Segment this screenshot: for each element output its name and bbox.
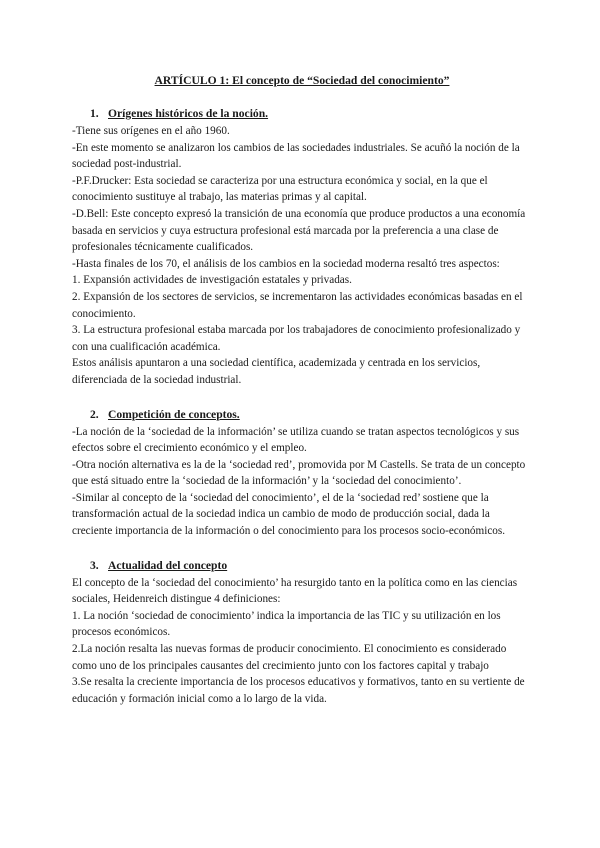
section-number: 3. <box>90 558 99 572</box>
section-number: 1. <box>90 107 99 120</box>
paragraph: Estos análisis apuntaron a una sociedad científica, academizada y centrada en los servicios, diferenciada de la sociedad industrial. <box>72 357 481 386</box>
paragraph: -En este momento se analizaron los cambios de las sociedades industriales. Se acuñó la noción de la sociedad post-industrial. <box>72 141 520 171</box>
section-current <box>72 559 532 708</box>
list-item: 2.La noción resalta las nuevas formas de producir conocimiento. El conocimiento es considerado como uno de los principales causantes del crecimiento junto con los factores capital y trabajo <box>72 643 507 672</box>
paragraph: -Similar al concepto de la ‘sociedad del conocimiento’, el de la ‘sociedad red’ sostiene que la transformación actual de la sociedad indica un cambio de modo de producción social, dada la creciente importancia de la información o del conocimiento para los procesos socio-económicos. <box>72 491 506 538</box>
paragraph: -Hasta finales de los 70, el análisis de los cambios en la sociedad moderna resaltó tres aspectos: <box>72 257 500 270</box>
section-competition <box>72 408 532 540</box>
section-heading <box>90 559 532 573</box>
section-number: 2. <box>90 407 99 421</box>
list-item: 1. La noción ‘sociedad de conocimiento’ indica la importancia de las TIC y su utilización en los procesos económicos. <box>72 609 501 639</box>
list-item: 3.Se resalta la creciente importancia de los procesos educativos y formativos, tanto en su vertiente de educación y formación inicial como a lo largo de la vida. <box>72 676 525 705</box>
section-origins <box>72 107 532 389</box>
list-item: 1. Expansión actividades de investigación estatales y privadas. <box>72 274 352 287</box>
section-title: Actualidad del concepto <box>108 558 228 572</box>
paragraph: El concepto de la ‘sociedad del conocimiento’ ha resurgido tanto en la política como en las ciencias sociales, Heidenreich distingue 4 definiciones: <box>72 576 518 606</box>
article-title: ARTÍCULO 1: El concepto de “Sociedad del conocimiento” <box>154 74 450 87</box>
paragraph: -Otra noción alternativa es la de la ‘sociedad red’, promovida por M Castells. Se trata de un concepto que está situado entre la ‘sociedad de la información’ y la ‘sociedad del conocimiento’. <box>72 458 526 488</box>
paragraph: -Tiene sus orígenes en el año 1960. <box>72 125 230 137</box>
section-title: Orígenes históricos de la noción. <box>108 107 269 120</box>
section-heading <box>90 107 532 121</box>
paragraph: -D.Bell: Este concepto expresó la transición de una economía que produce productos a una economía basada en servicios y cuya estructura profesional está marcada por la preferencia a una clase de profesionales técnicamente cualificados. <box>72 207 526 254</box>
paragraph: -La noción de la ‘sociedad de la información’ se utiliza cuando se tratan aspectos tecnológicos y sus efectos sobre el crecimiento económico y el empleo. <box>72 425 520 455</box>
document-page <box>72 74 532 726</box>
paragraph: -P.F.Drucker: Esta sociedad se caracteriza por una estructura económica y social, en la que el conocimiento sustituye al trabajo, las materias primas y al capital. <box>72 174 488 204</box>
section-title: Competición de conceptos. <box>108 407 240 421</box>
section-heading <box>90 408 532 422</box>
list-item: 3. La estructura profesional estaba marcada por los trabajadores de conocimiento profesionalizado y con una cualificación académica. <box>72 324 521 353</box>
list-item: 2. Expansión de los sectores de servicios, se incrementaron las actividades económicas basadas en el conocimiento. <box>72 290 523 320</box>
